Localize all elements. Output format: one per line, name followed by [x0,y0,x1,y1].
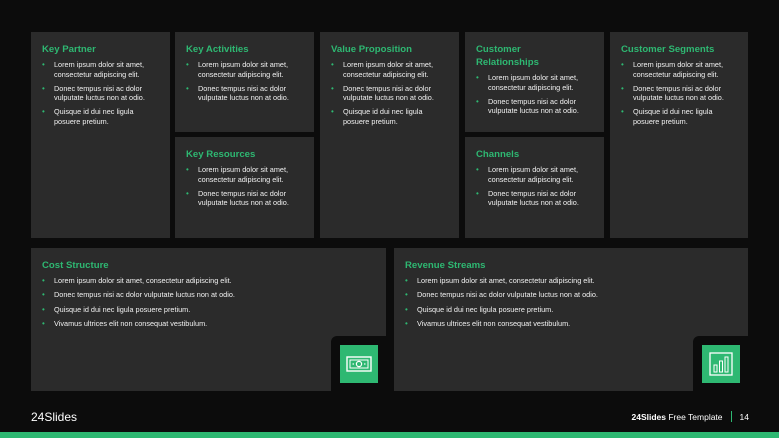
bullet-icon: • [42,290,45,300]
key-resources-title: Key Resources [186,149,256,160]
revenue-streams-list [405,276,738,329]
list-item: • Vivamus ultrices elit non consequat vestibulum. [405,319,571,329]
footer-template-label: Free Template [665,411,723,422]
bullet-icon: • [476,96,479,106]
key-partner-list [42,60,160,127]
bullet-icon: • [42,276,45,285]
key-activities-box [175,32,314,132]
list-item: • Quisque id dui nec ligula posuere pretium. [621,107,713,126]
customer-segments-box [610,32,748,238]
list-item: • Donec tempus nisi ac dolor vulputate luctus non at odio. [476,96,579,116]
list-item: • Quisque id dui nec ligula posuere pretium. [331,107,423,126]
customer-relationships-title: Customer Relationships [476,44,539,68]
bullet-icon: • [405,304,408,314]
key-partner-title: Key Partner [42,44,96,55]
bullet-icon: • [405,276,408,285]
bullet-icon: • [405,290,408,300]
customer-relationships-list [476,73,594,116]
bullet-icon: • [331,83,334,93]
list-item: • Lorem ipsum dolor sit amet, consectetur adipiscing elit. [331,60,434,79]
list-item: • Lorem ipsum dolor sit amet, consectetur adipiscing elit. [405,276,595,285]
revenue-streams-icon-tile [693,336,748,394]
list-item: • Donec tempus nisi ac dolor vulputate luctus non at odio. [186,83,289,103]
list-item: • Donec tempus nisi ac dolor vulputate luctus non at odio. [42,290,235,300]
list-item: • Lorem ipsum dolor sit amet, consectetur adipiscing elit. [476,165,579,184]
bullet-icon: • [42,60,45,69]
bar-chart-icon [702,345,740,383]
bullet-icon: • [621,107,624,117]
list-item: • Donec tempus nisi ac dolor vulputate luctus non at odio. [42,83,145,103]
cost-structure-title: Cost Structure [42,260,109,271]
bullet-icon: • [42,107,45,117]
bullet-icon: • [42,319,45,329]
footer-brand: 24Slides [631,411,666,422]
bullet-icon: • [186,60,189,69]
key-resources-list [186,165,304,208]
bullet-icon: • [331,107,334,117]
footer-logo: 24Slides [31,410,78,424]
list-item: • Quisque id dui nec ligula posuere pretium. [405,304,554,314]
money-icon [340,345,378,383]
customer-relationships-box [465,32,604,132]
list-item: • Donec tempus nisi ac dolor vulputate luctus non at odio. [405,290,598,300]
list-item: • Donec tempus nisi ac dolor vulputate luctus non at odio. [331,83,434,103]
list-item: • Donec tempus nisi ac dolor vulputate luctus non at odio. [621,83,724,103]
customer-segments-title: Customer Segments [621,44,715,55]
bullet-icon: • [186,83,189,93]
value-proposition-list [331,60,449,127]
list-item: • Lorem ipsum dolor sit amet, consectetur adipiscing elit. [186,60,289,79]
list-item: • Lorem ipsum dolor sit amet, consectetur adipiscing elit. [186,165,289,184]
bullet-icon: • [42,304,45,314]
bullet-icon: • [476,188,479,198]
bullet-icon: • [621,60,624,69]
list-item: • Lorem ipsum dolor sit amet, consectetur adipiscing elit. [621,60,724,79]
list-item: • Donec tempus nisi ac dolor vulputate luctus non at odio. [186,188,289,208]
channels-list [476,165,594,208]
list-item: • Vivamus ultrices elit non consequat vestibulum. [42,319,208,329]
bullet-icon: • [42,83,45,93]
bullet-icon: • [186,188,189,198]
cost-structure-icon-tile [331,336,386,394]
list-item: • Quisque id dui nec ligula posuere pretium. [42,304,191,314]
list-item: • Lorem ipsum dolor sit amet, consectetur adipiscing elit. [42,276,232,285]
key-partner-box [31,32,170,238]
bottom-accent-bar [0,432,779,438]
bullet-icon: • [476,73,479,82]
customer-segments-list [621,60,738,127]
bullet-icon: • [186,165,189,174]
value-proposition-title: Value Proposition [331,44,413,55]
list-item: • Donec tempus nisi ac dolor vulputate luctus non at odio. [476,188,579,208]
channels-box [465,137,604,238]
bullet-icon: • [621,83,624,93]
page-number: 14 [739,411,749,422]
key-activities-list [186,60,304,103]
channels-title: Channels [476,149,520,160]
revenue-streams-title: Revenue Streams [405,260,486,271]
list-item: • Lorem ipsum dolor sit amet, consectetur adipiscing elit. [476,73,579,92]
footer-separator [731,411,732,422]
cost-structure-list [42,276,376,329]
list-item: • Lorem ipsum dolor sit amet, consectetur adipiscing elit. [42,60,145,79]
bullet-icon: • [331,60,334,69]
bullet-icon: • [476,165,479,174]
key-activities-title: Key Activities [186,44,249,55]
value-proposition-box [320,32,459,238]
list-item: • Quisque id dui nec ligula posuere pretium. [42,107,134,126]
key-resources-box [175,137,314,238]
footer-info [631,411,749,422]
bullet-icon: • [405,319,408,329]
